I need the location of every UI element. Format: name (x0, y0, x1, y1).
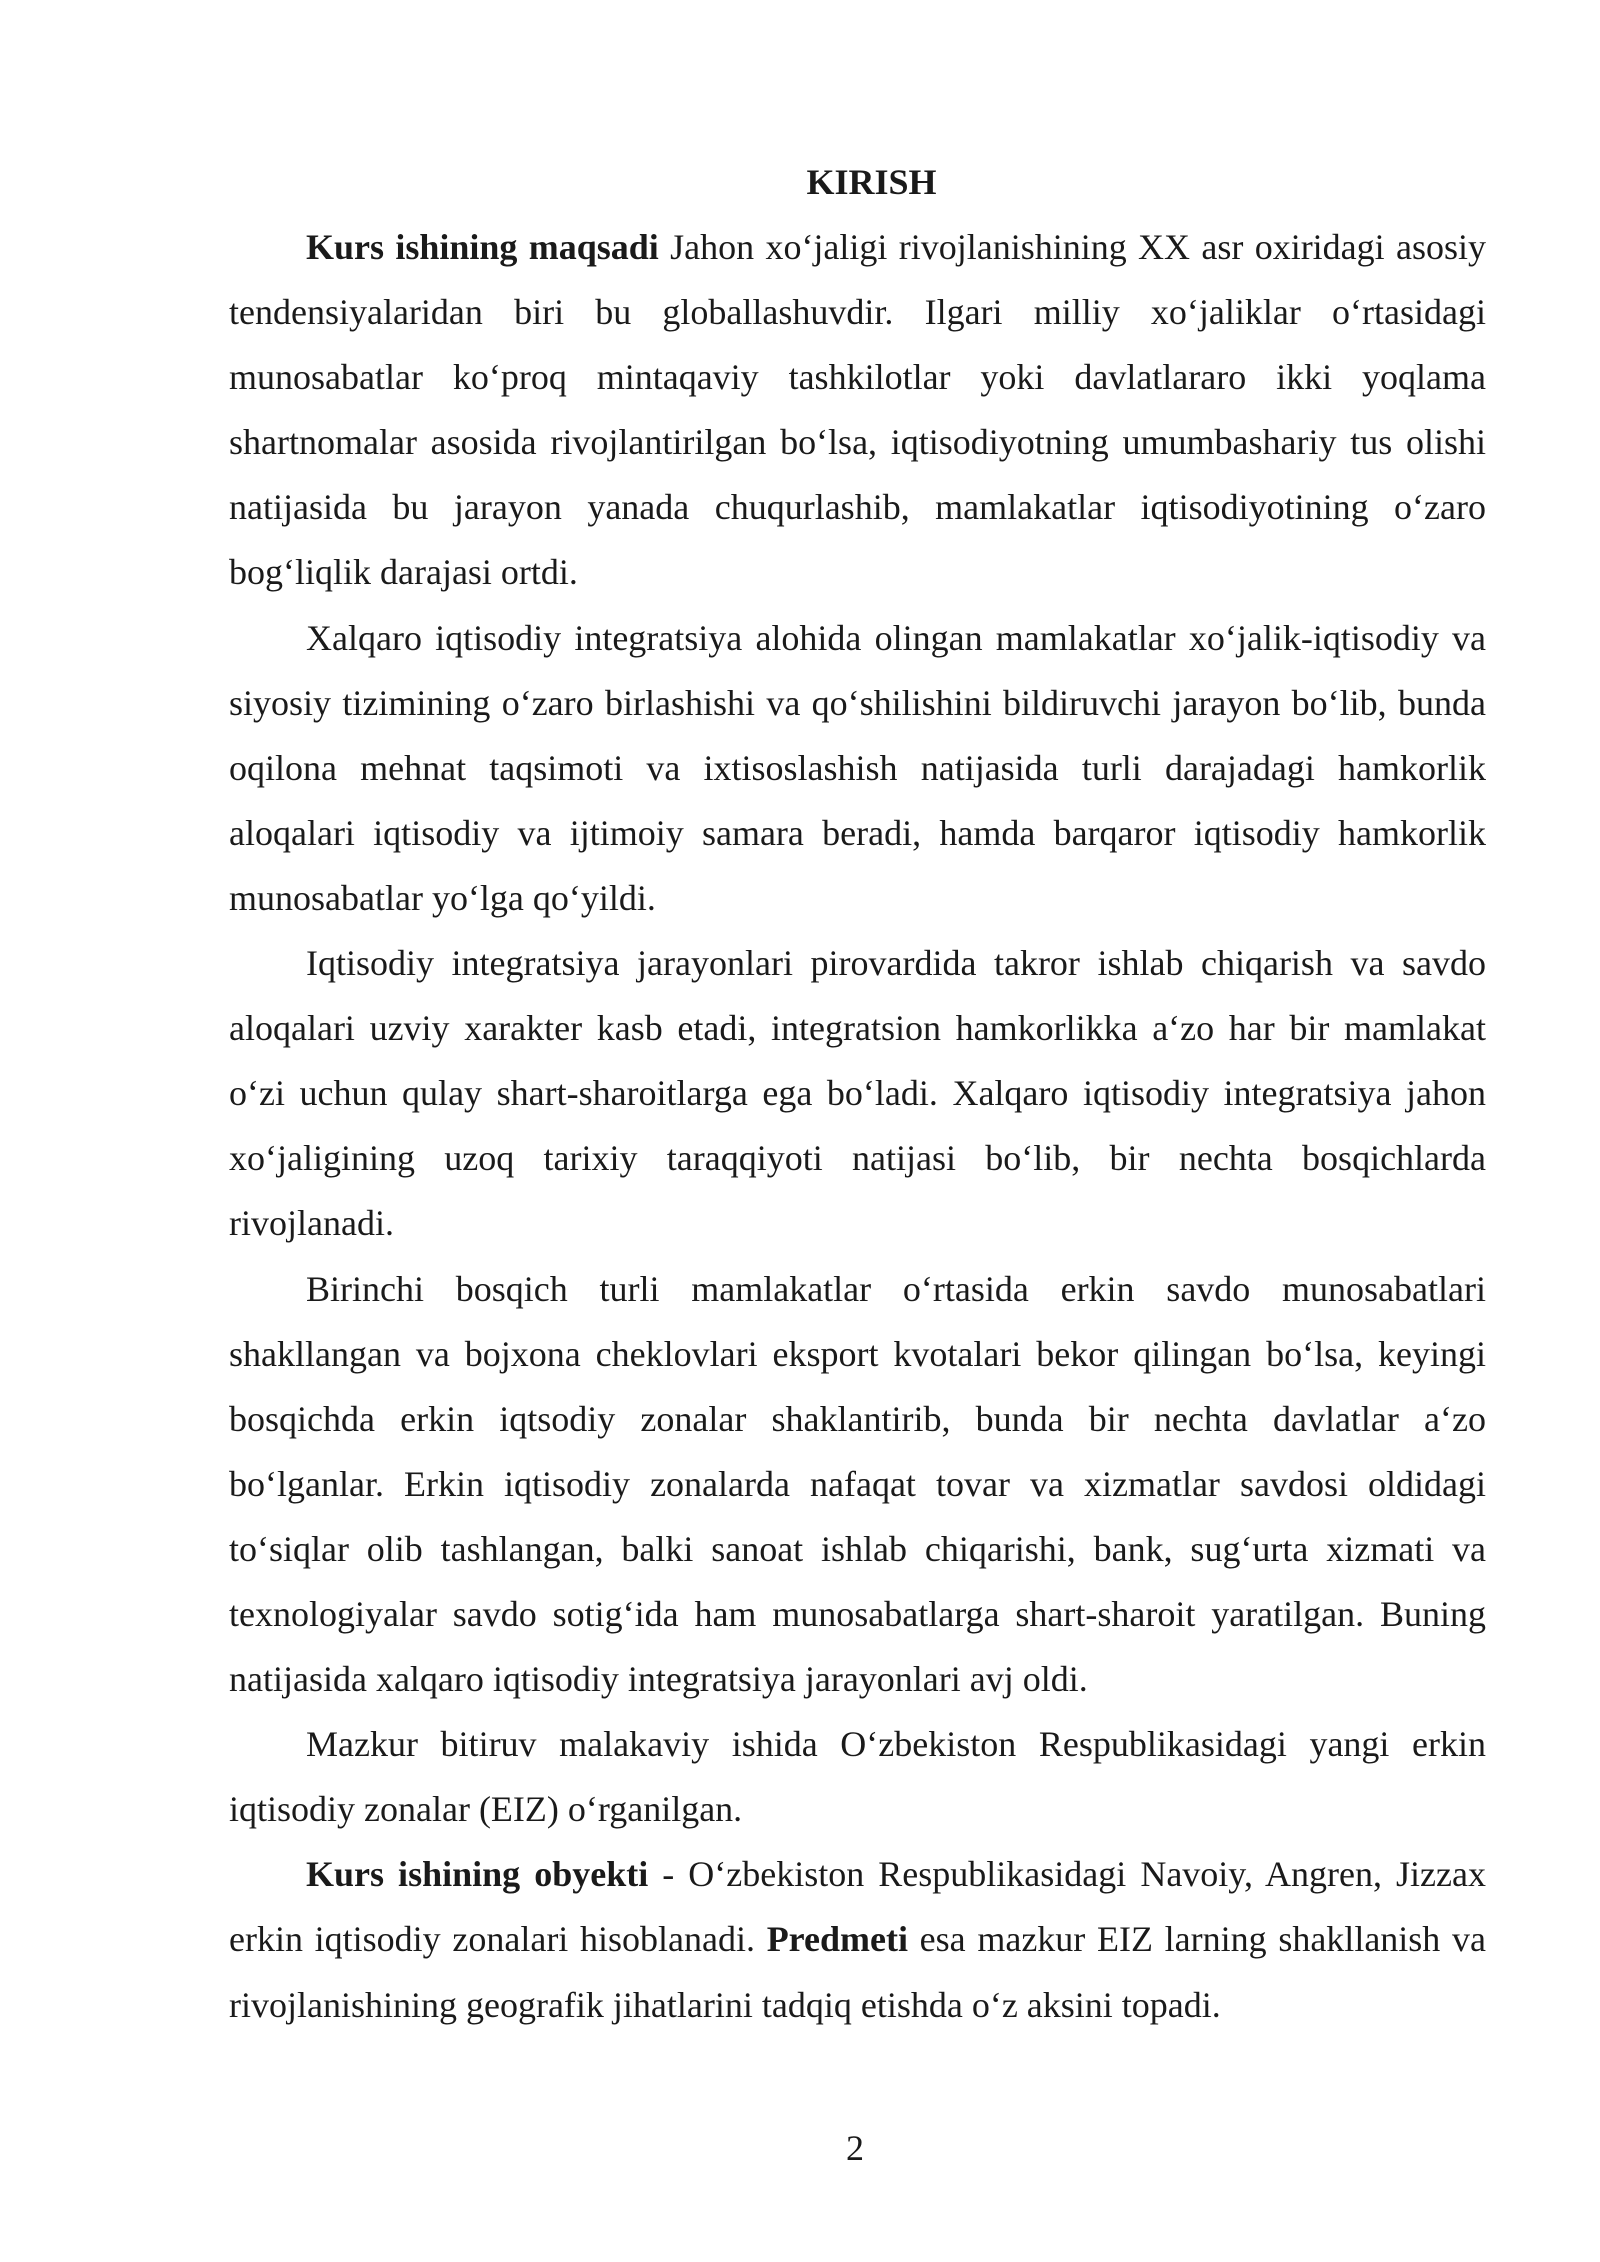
paragraph-integration-process (229, 931, 1486, 1256)
paragraph-integration-stages (229, 1257, 1486, 1713)
paragraph-integration-definition (229, 606, 1486, 931)
paragraph-object-subject (229, 1842, 1486, 2037)
integration-stages-text: Birinchi bosqich turli mamlakatlar oʻrtasida erkin savdo munosabatlari shakllangan va bojxona cheklovlari eksport kvotalari bekor qilingan boʻlsa, keyingi bosqichda erkin iqtsodiy zonalar shaklantirib, bunda bir nechta davlatlar aʻzo boʻlganlar. Erkin iqtisodiy zonalarda nafaqat tovar va xizmatlar savdosi oldidagi toʻsiqlar olib tashlangan, balki sanoat ishlab chiqarishi, bank, sugʻurta xizmati va texnologiyalar savdo sotigʻida ham munosabatlarga shart-sharoit yaratilgan. Buning natijasida xalqaro iqtisodiy integratsiya jarayonlari avj oldi. (229, 1268, 1486, 1700)
page-number: 2 (846, 2128, 864, 2168)
section-heading: KIRISH (806, 162, 937, 202)
thesis-scope-text: Mazkur bitiruv malakaviy ishida Oʻzbekiston Respublikasidagi yangi erkin iqtisodiy zonalar (EIZ) oʻrganilgan. (229, 1724, 1486, 1830)
course-object-label: Kurs ishining obyekti (306, 1854, 649, 1895)
course-goal-label: Kurs ishining maqsadi (306, 227, 659, 267)
integration-definition-text: Xalqaro iqtisodiy integratsiya alohida olingan mamlakatlar xoʻjalik-iqtisodiy va siyosiy tizimining oʻzaro birlashishi va qoʻshilishini bildiruvchi jarayon boʻlib, bunda oqilona mehnat taqsimoti va ixtisoslashish natijasida turli darajadagi hamkorlik aloqalari iqtisodiy va ijtimoiy samara beradi, hamda barqaror iqtisodiy hamkorlik munosabatlar yoʻlga qoʻyildi. (229, 617, 1486, 918)
paragraph-course-goal (229, 215, 1486, 606)
course-goal-text: Jahon xoʻjaligi rivojlanishining XX asr oxiridagi asosiy tendensiyalaridan biri bu globallashuvdir. Ilgari milliy xoʻjaliklar oʻrtasidagi munosabatlar koʻproq mintaqaviy tashkilotlar yoki davlatlararo ikki yoqlama shartnomalar asosida rivojlantirilgan boʻlsa, iqtisodiyotning umumbashariy tus olishi natijasida bu jarayon yanada chuqurlashib, mamlakatlar iqtisodiyotining oʻzaro bogʻliqlik darajasi ortdi. (229, 227, 1486, 593)
course-object-text: - Oʻzbekiston Respublikasidagi Navoiy, Angren, Jizzax erkin iqtisodiy zonalari hisoblanadi. (229, 1854, 1486, 1960)
paragraph-thesis-scope (229, 1712, 1486, 1842)
subject-label: Predmeti (766, 1919, 908, 1960)
subject-text: esa mazkur EIZ larning shakllanish va rivojlanishining geografik jihatlarini tadqiq etishda oʻz aksini topadi. (229, 1919, 1486, 2025)
integration-process-text: Iqtisodiy integratsiya jarayonlari pirovardida takror ishlab chiqarish va savdo aloqalari uzviy xarakter kasb etadi, integratsion hamkorlikka aʻzo har bir mamlakat oʻzi uchun qulay shart-sharoitlarga ega boʻladi. Xalqaro iqtisodiy integratsiya jahon xoʻjaligining uzoq tarixiy taraqqiyoti natijasi boʻlib, bir nechta bosqichlarda rivojlanadi. (229, 943, 1486, 1244)
document-body (229, 150, 1486, 2038)
